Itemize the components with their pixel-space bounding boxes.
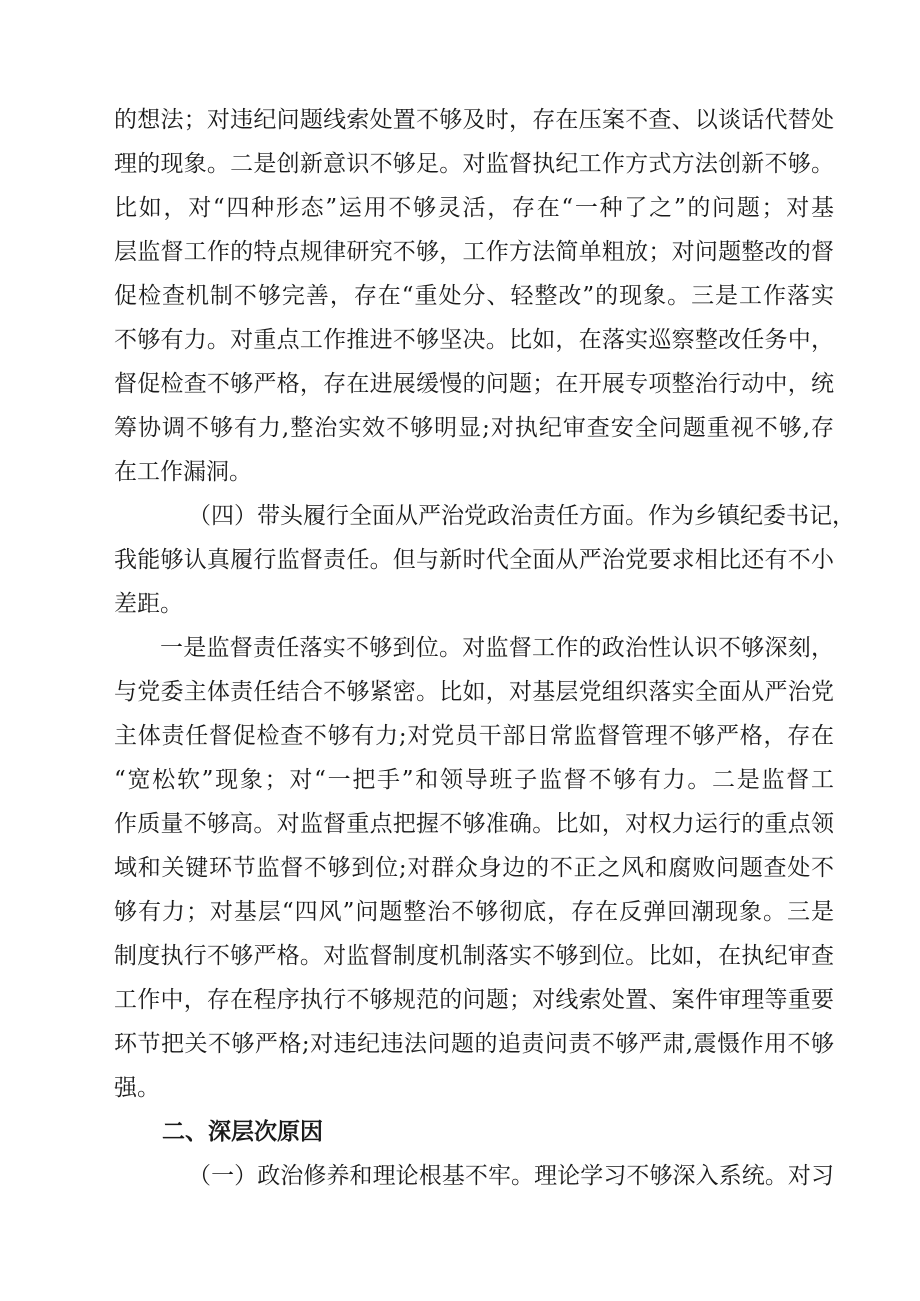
text-line-21: 工作中，存在程序执行不够规范的问题；对线索处置、案件审理等重要	[114, 987, 834, 1013]
text-line-16: “宽松软”现象；对“一把手”和领导班子监督不够有力。二是监督工	[114, 767, 834, 793]
paragraph-first-line: 一是监督责任落实不够到位。对监督工作的政治性认识不够深刻，	[160, 635, 834, 661]
subsection-first-line: （一）政治修养和理论根基不牢。理论学习不够深入系统。对习	[188, 1163, 834, 1189]
text-line-19: 够有力；对基层“四风”问题整治不够彻底，存在反弹回潮现象。三是	[114, 899, 834, 925]
text-line-5: 促检查机制不够完善，存在“重处分、轻整改”的现象。三是工作落实	[114, 283, 834, 309]
text-line-1: 的想法；对违纪问题线索处置不够及时，存在压案不查、以谈话代替处	[114, 107, 834, 133]
text-line-4: 层监督工作的特点规律研究不够，工作方法简单粗放；对问题整改的督	[114, 239, 834, 265]
text-line-23: 强。	[114, 1075, 160, 1101]
section-four-first-line: （四）带头履行全面从严治党政治责任方面。作为乡镇纪委书记，	[188, 503, 855, 529]
text-line-12: 差距。	[114, 591, 183, 617]
text-line-15: 主体责任督促检查不够有力;对党员干部日常监督管理不够严格，存在	[114, 723, 834, 749]
text-line-3: 比如，对“四种形态”运用不够灵活，存在“一种了之”的问题；对基	[114, 195, 834, 221]
document-body	[114, 98, 855, 1198]
text-line-2: 理的现象。二是创新意识不够足。对监督执纪工作方式方法创新不够。	[114, 151, 834, 177]
text-line-22: 环节把关不够严格;对违纪违法问题的追责问责不够严肃,震慑作用不够	[114, 1031, 834, 1057]
text-line-14: 与党委主体责任结合不够紧密。比如，对基层党组织落实全面从严治党	[114, 679, 834, 705]
text-line-18: 域和关键环节监督不够到位;对群众身边的不正之风和腐败问题查处不	[114, 855, 834, 881]
text-line-11: 我能够认真履行监督责任。但与新时代全面从严治党要求相比还有不小	[114, 547, 834, 573]
text-line-20: 制度执行不够严格。对监督制度机制落实不够到位。比如，在执纪审查	[114, 943, 834, 969]
section-heading: 二、深层次原因	[162, 1119, 323, 1145]
text-line-9: 在工作漏洞。	[114, 459, 252, 485]
text-line-6: 不够有力。对重点工作推进不够坚决。比如，在落实巡察整改任务中，	[114, 327, 834, 353]
text-line-8: 筹协调不够有力,整治实效不够明显;对执纪审查安全问题重视不够,存	[114, 415, 834, 441]
text-line-17: 作质量不够高。对监督重点把握不够准确。比如，对权力运行的重点领	[114, 811, 834, 837]
text-line-7: 督促检查不够严格，存在进展缓慢的问题；在开展专项整治行动中，统	[114, 371, 834, 397]
